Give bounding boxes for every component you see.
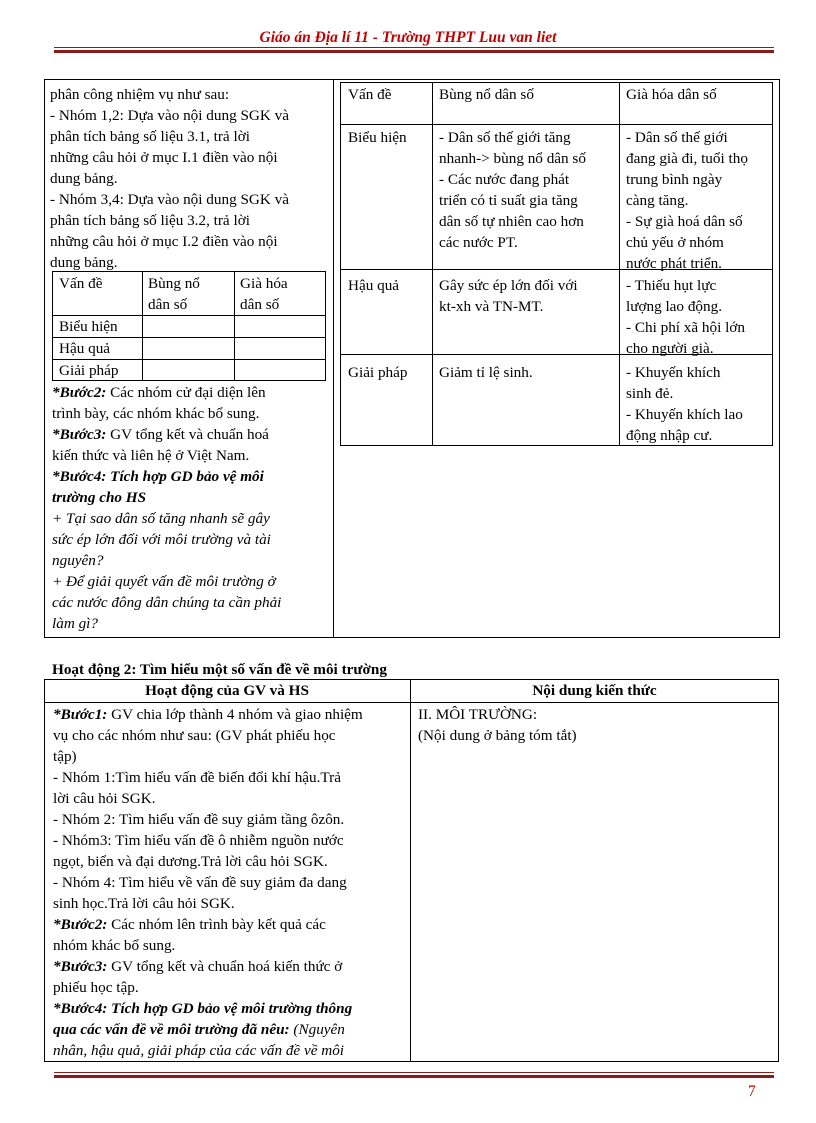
activity2-title: Hoạt động 2: Tìm hiểu một số vấn đề về môi trường	[52, 661, 387, 678]
intro-line: phân tích bảng số liệu 3.2, trả lời	[50, 212, 250, 229]
intro-line: phân tích bảng số liệu 3.1, trả lời	[50, 128, 250, 145]
activity2-left-content	[53, 704, 405, 1061]
mini-table-header: Bùng nổ dân số	[148, 275, 200, 313]
step3-line: phiếu học tập.	[53, 979, 139, 996]
intro-line: phân công nhiệm vụ như sau:	[50, 86, 230, 103]
summary-cell-boom: - Dân số thế giới tăng nhanh-> bùng nổ dân số - Các nước đang phát triển có tỉ suất gia tăng dân số tự nhiên cao hơn các nước PT.	[439, 129, 586, 251]
summary-header: Vấn đề	[348, 86, 392, 103]
activity2-col-header: Hoạt động của GV và HS	[145, 682, 309, 699]
section1-divider	[333, 79, 334, 638]
step3-line: *Bước3: GV tổng kết và chuẩn hoá kiến thức ở	[53, 958, 343, 975]
footer-rule-thick	[54, 1075, 774, 1078]
group-line: - Nhóm 4: Tìm hiểu về vấn đề suy giảm đa dang	[53, 874, 347, 891]
intro-line: - Nhóm 1,2: Dựa vào nội dung SGK và	[50, 107, 289, 124]
group-line: ngọt, biển và đại dương.Trả lời câu hỏi SGK.	[53, 853, 328, 870]
step1-line: *Bước1: GV chia lớp thành 4 nhóm và giao nhiệm	[53, 706, 363, 723]
step4-line: trường cho HS	[52, 489, 147, 506]
intro-line: những câu hỏi ở mục I.2 điền vào nội	[50, 233, 278, 250]
intro-line: - Nhóm 3,4: Dựa vào nội dung SGK và	[50, 191, 289, 208]
step1-line: tập)	[53, 748, 77, 765]
footer-rule-thin	[54, 1072, 774, 1073]
section1-left-intro	[50, 84, 330, 273]
summary-cell-boom: Gây sức ép lớn đối với kt-xh và TN-MT.	[439, 277, 578, 315]
question-line: sức ép lớn đối với môi trường và tài	[52, 531, 271, 548]
step3-line: *Bước3: GV tổng kết và chuẩn hoá	[52, 426, 269, 443]
group-line: - Nhóm 2: Tìm hiểu vấn đề suy giảm tầng ôzôn.	[53, 811, 345, 828]
summary-cell-aging: - Thiếu hụt lực lượng lao động. - Chi phí xã hội lớn cho người già.	[626, 277, 745, 357]
question-line: làm gì?	[52, 615, 98, 632]
summary-cell-aging: - Khuyến khích sinh đẻ. - Khuyến khích lao động nhập cư.	[626, 364, 743, 444]
section-note: (Nội dung ở bảng tóm tắt)	[418, 727, 577, 744]
summary-header: Già hóa dân số	[626, 86, 717, 103]
question-line: + Để giải quyết vấn đề môi trường ở	[52, 573, 276, 590]
mini-table-row-label: Biểu hiện	[59, 318, 118, 335]
header-rule-thick	[54, 50, 774, 53]
step3-line: kiến thức và liên hệ ở Việt Nam.	[52, 447, 250, 464]
activity2-table	[44, 679, 779, 1062]
step2-line: *Bước2: Các nhóm lên trình bày kết quả các	[53, 916, 326, 933]
step1-line: vụ cho các nhóm như sau: (GV phát phiếu học	[53, 727, 336, 744]
group-line: sinh học.Trả lời câu hỏi SGK.	[53, 895, 235, 912]
mini-table-header: Vấn đề	[59, 275, 103, 292]
mini-table-row-label: Hậu quả	[59, 340, 111, 357]
page-header-title: Giáo án Địa lí 11 - Trường THPT Luu van liet	[259, 29, 557, 46]
activity2-right-content	[418, 704, 577, 746]
step2-line: nhóm khác bổ sung.	[53, 937, 176, 954]
mini-table-header: Già hóa dân số	[240, 275, 288, 313]
activity2-col-header: Nội dung kiến thức	[532, 682, 657, 699]
intro-line: dung bảng.	[50, 170, 118, 187]
header-rule-thin	[54, 47, 774, 48]
section1-left-steps	[52, 382, 332, 634]
summary-header: Bùng nổ dân số	[439, 86, 534, 103]
intro-line: dung bảng.	[50, 254, 118, 271]
step2-line: *Bước2: Các nhóm cử đại diện lên	[52, 384, 266, 401]
group-line: lời câu hỏi SGK.	[53, 790, 156, 807]
step4-line: qua các vấn đề về môi trường đã nêu: (Nguyên	[53, 1021, 345, 1038]
summary-table	[340, 82, 773, 446]
question-line: nguyên?	[52, 552, 104, 569]
question-line: + Tại sao dân số tăng nhanh sẽ gây	[52, 510, 270, 527]
summary-cell-aging: - Dân số thế giới đang già đi, tuổi thọ trung bình ngày càng tăng. - Sự già hoá dân số chủ yếu ở nhóm nước phát triển.	[626, 129, 748, 272]
summary-row-label: Giải pháp	[348, 364, 408, 381]
summary-row-label: Biểu hiện	[348, 129, 407, 146]
step4-line: *Bước4: Tích hợp GD bảo vệ môi trường thông	[53, 1000, 353, 1017]
group-line: - Nhóm 1:Tìm hiểu vấn đề biến đổi khí hậu.Trả	[53, 769, 341, 786]
group-line: - Nhóm3: Tìm hiểu vấn đề ô nhiễm nguồn nước	[53, 832, 344, 849]
intro-line: những câu hỏi ở mục I.1 điền vào nội	[50, 149, 278, 166]
page-number: 7	[748, 1083, 756, 1100]
question-line: các nước đông dân chúng ta cần phải	[52, 594, 282, 611]
summary-row-label: Hậu quả	[348, 277, 400, 294]
section-heading: II. MÔI TRƯỜNG:	[418, 706, 538, 723]
step4-line: *Bước4: Tích hợp GD bảo vệ môi	[52, 468, 264, 485]
mini-table	[52, 271, 326, 381]
summary-cell-boom: Giảm tỉ lệ sinh.	[439, 364, 533, 381]
step2-line: trình bày, các nhóm khác bổ sung.	[52, 405, 260, 422]
step4-line: nhân, hậu quả, giải pháp của các vấn đề về môi	[53, 1042, 345, 1059]
mini-table-row-label: Giải pháp	[59, 362, 119, 379]
